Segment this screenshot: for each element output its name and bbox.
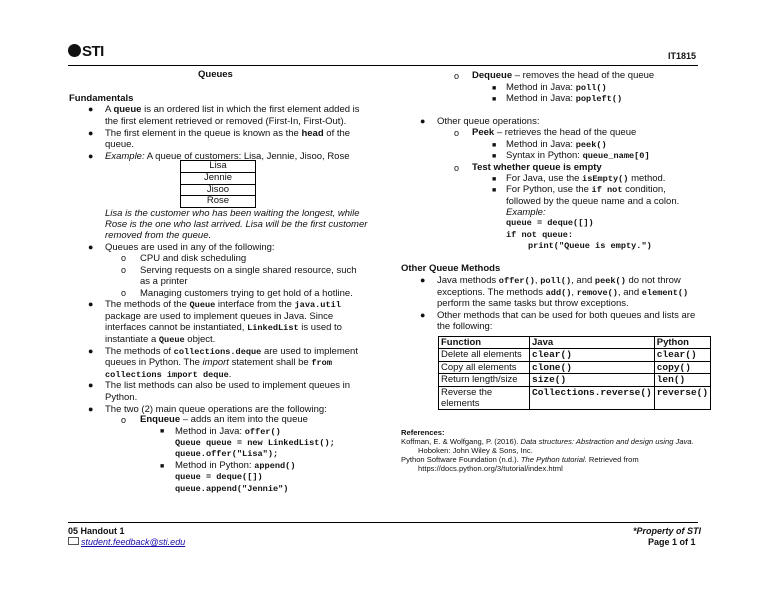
code-line: print("Queue is empty.")	[528, 241, 652, 251]
references-heading: References:	[401, 428, 445, 437]
note-line: removed from the queue.	[105, 230, 212, 241]
dequeue-python: Method in Java: popleft()	[506, 93, 623, 104]
fund-bullet-5-line: instantiate a Queue object.	[105, 334, 216, 345]
square-bullet: ■	[492, 85, 497, 92]
page-number: Page 1 of 1	[648, 537, 696, 547]
course-code: IT1815	[668, 51, 697, 61]
sti-logo: STI	[68, 44, 104, 58]
reference-1-line2: Hoboken: John Wiley & Sons, Inc.	[418, 446, 533, 455]
header-rule	[68, 65, 698, 66]
table-row	[439, 374, 711, 386]
fund-bullet-5: The methods of the Queue interface from the java.util	[105, 299, 341, 310]
bullet: ●	[88, 104, 94, 114]
table-cell: Copy all elements	[439, 361, 530, 373]
table-cell: Return length/size	[439, 374, 530, 386]
bullet: ●	[88, 380, 94, 390]
sub-bullet: o	[121, 265, 127, 275]
square-bullet: ■	[492, 176, 497, 183]
table-row	[439, 349, 711, 361]
table-header: Function	[439, 337, 530, 349]
fund-bullet-4: Queues are used in any of the following:	[105, 242, 275, 253]
fund-bullet-5-line: interfaces cannot be instantiated, LinkedList is used to	[105, 322, 342, 333]
square-bullet: ■	[492, 153, 497, 160]
globe-icon	[68, 44, 81, 57]
table-cell: size()	[530, 374, 655, 386]
table-cell: clone()	[530, 361, 655, 373]
oqm-bullet-1-line: perform the same tasks but throw exceptions.	[437, 298, 629, 309]
table-cell: clear()	[654, 349, 710, 361]
table-header: Python	[654, 337, 710, 349]
fund-bullet-8: The two (2) main queue operations are the following:	[105, 404, 327, 415]
sub-bullet: o	[121, 288, 127, 298]
property-label: *Property of STI	[633, 526, 702, 536]
sub-bullet: o	[121, 415, 127, 425]
bullet: ●	[88, 299, 94, 309]
table-cell: clear()	[530, 349, 655, 361]
customer-queue-table	[180, 160, 256, 208]
customer-cell: Rose	[181, 196, 256, 208]
bullet: ●	[88, 404, 94, 414]
code-line: Queue queue = new LinkedList();	[175, 438, 335, 448]
feedback-email[interactable]: student.feedback@sti.edu	[68, 537, 185, 549]
code-line: queue.offer("Lisa");	[175, 449, 279, 459]
reference-2-line2: https://docs.python.org/3/tutorial/index.html	[418, 464, 563, 473]
bullet: ●	[88, 128, 94, 138]
table-cell: len()	[654, 374, 710, 386]
use-item: Managing customers trying to get hold of a hotline.	[140, 288, 353, 299]
oqm-bullet-2-line2: the following:	[437, 321, 493, 332]
dequeue-item: Dequeue – removes the head of the queue	[472, 70, 655, 81]
oqm-bullet-1-line: exceptions. The methods add(), remove(), and element()	[437, 287, 689, 298]
test-java: For Java, use the isEmpty() method.	[506, 173, 666, 184]
sub-bullet: o	[454, 163, 460, 173]
table-cell: reverse()	[654, 386, 710, 410]
bullet: ●	[420, 116, 426, 126]
note-line: Lisa is the customer who has been waiting the longest, while	[105, 208, 360, 219]
code-line: queue.append("Jennie")	[175, 484, 289, 494]
methods-table	[438, 336, 711, 410]
fund-bullet-6: The methods of collections.deque are used to implement	[105, 346, 358, 357]
code-line: queue = deque([])	[175, 472, 263, 482]
use-item: Serving requests on a single shared resource, such	[140, 265, 357, 276]
table-header: Java	[530, 337, 655, 349]
fund-bullet-7: The list methods can also be used to implement queues in	[105, 380, 351, 391]
fund-bullet-5-line: package are used to implement queues in Java. Since	[105, 311, 334, 322]
peek-item: Peek – retrieves the head of the queue	[472, 127, 637, 138]
example-label: Example:	[506, 207, 546, 218]
enqueue-java: Method in Java: offer()	[175, 426, 281, 437]
reference-2: Python Software Foundation (n.d.). The Python tutorial. Retrieved from	[401, 455, 639, 464]
bullet: ●	[420, 275, 426, 285]
fundamentals-heading: Fundamentals	[69, 93, 134, 104]
table-cell: Delete all elements	[439, 349, 530, 361]
table-cell: copy()	[654, 361, 710, 373]
handout-label: 05 Handout 1	[68, 526, 125, 536]
enqueue-item: Enqueue – adds an item into the queue	[140, 414, 308, 425]
mail-icon	[68, 537, 79, 545]
square-bullet: ■	[492, 142, 497, 149]
bullet: ●	[420, 310, 426, 320]
sub-bullet: o	[454, 71, 460, 81]
code-line: if not queue:	[506, 230, 574, 240]
fund-bullet-2-line2: queue.	[105, 139, 135, 150]
customer-cell: Lisa	[181, 161, 256, 173]
peek-java: Method in Java: peek()	[506, 139, 607, 150]
enqueue-python: Method in Python: append()	[175, 460, 296, 471]
peek-python: Syntax in Python: queue_name[0]	[506, 150, 650, 161]
square-bullet: ■	[160, 428, 165, 435]
bullet: ●	[88, 346, 94, 356]
test-python-line2: followed by the queue name and a colon.	[506, 196, 680, 207]
customer-cell: Jisoo	[181, 184, 256, 196]
reference-1: Koffman, E. & Wolfgang, P. (2016). Data structures: Abstraction and design using Java.	[401, 437, 694, 446]
use-item-line2: as a printer	[140, 276, 188, 287]
other-methods-heading: Other Queue Methods	[401, 263, 501, 274]
fund-bullet-1-line2: the first element retrieved or removed (First-In, First-Out).	[105, 116, 347, 127]
note-line: Rose is the one who last arrived. Lisa will be the first customer	[105, 219, 368, 230]
oqm-bullet-2: Other methods that can be used for both queues and lists are	[437, 310, 696, 321]
fund-bullet-2: The first element in the queue is known as the head of the	[105, 128, 351, 139]
fund-bullet-6-line: queues in Python. The import statement shall be from	[105, 357, 332, 368]
test-empty-item: Test whether queue is empty	[472, 162, 602, 173]
bullet: ●	[88, 242, 94, 252]
fund-bullet-6-line: collections import deque.	[105, 369, 232, 380]
test-python: For Python, use the if not condition,	[506, 184, 666, 195]
table-cell: Collections.reverse()	[530, 386, 655, 410]
sub-bullet: o	[121, 253, 127, 263]
fund-bullet-7-line2: Python.	[105, 392, 138, 403]
fund-bullet-1: A queue is an ordered list in which the first element added is	[105, 104, 360, 115]
fund-bullet-3: Example: A queue of customers: Lisa, Jennie, Jisoo, Rose	[105, 151, 350, 162]
dequeue-java: Method in Java: poll()	[506, 82, 607, 93]
oqm-bullet-1: Java methods offer(), poll(), and peek() do not throw	[437, 275, 681, 286]
square-bullet: ■	[160, 463, 165, 470]
table-row	[439, 386, 711, 410]
sub-bullet: o	[454, 128, 460, 138]
table-row	[439, 361, 711, 373]
table-cell: Reverse the elements	[439, 386, 530, 410]
use-item: CPU and disk scheduling	[140, 253, 247, 264]
code-line: queue = deque([])	[506, 218, 594, 228]
square-bullet: ■	[492, 187, 497, 194]
square-bullet: ■	[492, 96, 497, 103]
footer-rule	[68, 522, 698, 523]
page-title: Queues	[198, 69, 233, 80]
bullet: ●	[88, 151, 94, 161]
other-ops-item: Other queue operations:	[437, 116, 540, 127]
customer-cell: Jennie	[181, 172, 256, 184]
